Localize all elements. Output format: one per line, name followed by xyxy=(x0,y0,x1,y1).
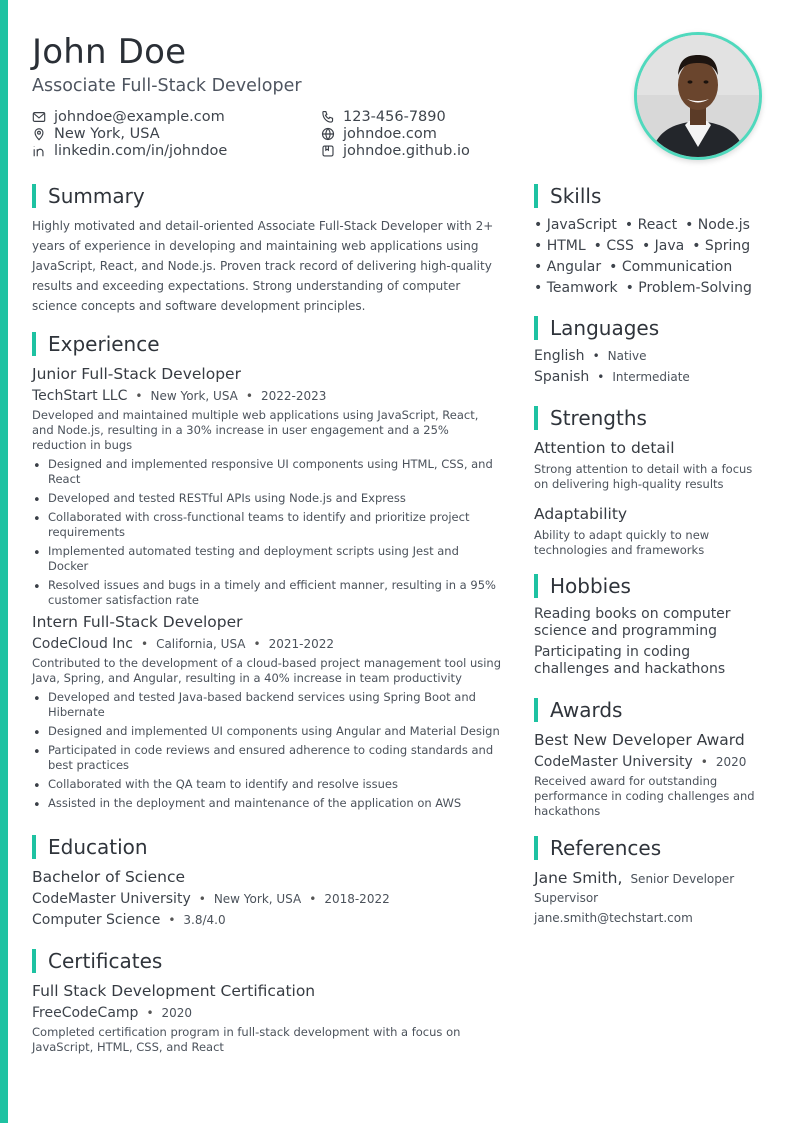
skill-item: • Node.js xyxy=(685,217,750,233)
list-item: • Resolved issues and bugs in a timely and efficient manner, resulting in a 95% customer satisfaction rate xyxy=(32,578,502,608)
list-item: • Collaborated with cross-functional teams to identify and prioritize project requirements xyxy=(32,510,502,540)
hobby-item: Participating in coding challenges and hackathons xyxy=(534,644,726,677)
job-description: Developed and maintained multiple web applications using JavaScript, React, and Node.js, resulting in a 30% increase in user engagement and a 25% reduction in bugs xyxy=(32,408,479,452)
contact-column-left xyxy=(32,108,227,159)
contact-github-text: johndoe.github.io xyxy=(343,142,470,159)
section-title: References xyxy=(550,836,662,860)
list-item: • Developed and tested Java-based backend services using Spring Boot and Hibernate xyxy=(32,690,502,720)
degree: Bachelor of Science xyxy=(32,868,186,886)
accent-bar xyxy=(0,0,8,1123)
contact-website-text: johndoe.com xyxy=(343,125,437,142)
job-bullets xyxy=(32,457,502,608)
section-header-education xyxy=(32,835,148,859)
github-icon xyxy=(321,144,335,158)
education-dates: 2018-2022 xyxy=(324,892,390,906)
contact-phone[interactable] xyxy=(321,108,470,125)
languages-list xyxy=(534,346,690,388)
section-title: Strengths xyxy=(550,406,647,430)
award-issuer: CodeMaster University xyxy=(534,754,693,770)
candidate-name: John Doe xyxy=(32,32,187,72)
language-level: Intermediate xyxy=(612,370,690,384)
skill-item: • React xyxy=(624,217,678,233)
education-entry xyxy=(32,867,502,929)
skill-item: • Spring xyxy=(692,238,751,254)
section-title: Languages xyxy=(550,316,660,340)
profile-photo-image xyxy=(637,35,759,157)
education-field-row xyxy=(32,911,502,929)
language-row xyxy=(534,367,690,388)
strength-name: Attention to detail xyxy=(534,439,675,457)
certificate-description: Completed certification program in full-stack development with a focus on JavaScript, HTML, CSS, and React xyxy=(32,1025,461,1054)
field-of-study: Computer Science xyxy=(32,912,161,928)
section-title: Skills xyxy=(550,184,602,208)
separator-dot: • xyxy=(592,349,600,363)
gpa: 3.8/4.0 xyxy=(183,913,226,927)
mail-icon xyxy=(32,110,46,124)
language-level: Native xyxy=(607,349,647,363)
separator-dot: • xyxy=(597,370,605,384)
reference-position: Senior Developer xyxy=(630,872,735,886)
language-name: English xyxy=(534,348,585,364)
hobby-item: Reading books on computer science and programming xyxy=(534,606,731,639)
skill-item: • Angular xyxy=(534,259,602,275)
strength-entry xyxy=(534,438,762,492)
job-entry xyxy=(32,612,502,815)
section-header-summary xyxy=(32,184,145,208)
job-dates: 2021-2022 xyxy=(268,637,335,651)
section-header-languages xyxy=(534,316,659,340)
section-title: Certificates xyxy=(48,949,163,973)
list-item: • Implemented automated testing and deployment scripts using Jest and Docker xyxy=(32,544,502,574)
skills-list xyxy=(534,217,764,296)
section-header-skills xyxy=(534,184,601,208)
education-meta xyxy=(32,890,502,908)
list-item: • Collaborated with the QA team to identify and resolve issues xyxy=(32,777,502,792)
contact-location xyxy=(32,125,227,142)
skill-item: • Communication xyxy=(609,259,733,275)
contact-phone-text: 123-456-7890 xyxy=(343,108,446,125)
skill-item: • Problem-Solving xyxy=(625,280,752,296)
job-meta xyxy=(32,635,502,653)
contact-github[interactable] xyxy=(321,142,470,159)
section-title: Awards xyxy=(550,698,623,722)
list-item: • Designed and implemented responsive UI components using HTML, CSS, and React xyxy=(32,457,502,487)
section-title: Hobbies xyxy=(550,574,631,598)
summary-text: Highly motivated and detail-oriented Associate Full-Stack Developer with 2+ years of experience in developing and maintaining web applications using JavaScript, React, and Node.js. Proven track record of delivering high-quality results and exceeding expectations. Strong understanding of computer science concepts and software development principles. xyxy=(32,219,494,313)
section-title: Experience xyxy=(48,332,160,356)
contact-email-text: johndoe@example.com xyxy=(54,108,225,125)
reference-name: Jane Smith, xyxy=(534,869,623,887)
separator-dot: • xyxy=(168,913,176,927)
contact-linkedin-text: linkedin.com/in/johndoe xyxy=(54,142,228,159)
section-title: Summary xyxy=(48,184,145,208)
contact-email[interactable] xyxy=(32,108,227,125)
certificate-issuer: FreeCodeCamp xyxy=(32,1005,139,1021)
strength-entry xyxy=(534,504,762,558)
skill-item: • Teamwork xyxy=(534,280,618,296)
phone-icon xyxy=(321,110,335,124)
separator-dot: • xyxy=(700,755,708,769)
certificate-year: 2020 xyxy=(161,1006,193,1020)
job-company: TechStart LLC xyxy=(32,388,128,404)
job-location: New York, USA xyxy=(150,389,238,403)
linkedin-icon xyxy=(32,144,46,158)
section-title: Education xyxy=(48,835,148,859)
list-item: • Assisted in the deployment and maintenance of the application on AWS xyxy=(32,796,502,811)
award-entry xyxy=(534,730,762,819)
language-row xyxy=(534,346,690,367)
separator-dot: • xyxy=(245,389,253,403)
skill-item: • JavaScript xyxy=(534,217,617,233)
candidate-role: Associate Full-Stack Developer xyxy=(32,76,302,96)
reference-email[interactable]: jane.smith@techstart.com xyxy=(534,911,693,925)
list-item: • Designed and implemented UI components using Angular and Material Design xyxy=(32,724,502,739)
contact-website[interactable] xyxy=(321,125,470,142)
contact-linkedin[interactable] xyxy=(32,142,227,159)
language-name: Spanish xyxy=(534,369,590,385)
contact-location-text: New York, USA xyxy=(54,125,160,142)
job-entry xyxy=(32,364,502,612)
skill-item: • Java xyxy=(641,238,685,254)
section-header-experience xyxy=(32,332,160,356)
award-meta xyxy=(534,753,762,771)
strength-text: Ability to adapt quickly to new technologies and frameworks xyxy=(534,528,710,557)
section-header-hobbies xyxy=(534,574,631,598)
award-year: 2020 xyxy=(715,755,747,769)
separator-dot: • xyxy=(198,892,206,906)
section-header-strengths xyxy=(534,406,647,430)
reference-name-row xyxy=(534,868,762,888)
job-dates: 2022-2023 xyxy=(260,389,327,403)
list-item: • Participated in code reviews and ensured adherence to coding standards and best practices xyxy=(32,743,502,773)
strength-name: Adaptability xyxy=(534,505,628,523)
contact-column-right xyxy=(321,108,470,159)
list-item: • Developed and tested RESTful APIs using Node.js and Express xyxy=(32,491,502,506)
certificate-meta xyxy=(32,1004,502,1022)
section-header-references xyxy=(534,836,661,860)
job-bullets xyxy=(32,690,502,811)
skill-item: • CSS xyxy=(593,238,634,254)
job-title: Intern Full-Stack Developer xyxy=(32,613,243,631)
section-header-awards xyxy=(534,698,622,722)
strength-text: Strong attention to detail with a focus on delivering high-quality results xyxy=(534,462,753,491)
job-location: California, USA xyxy=(156,637,246,651)
reference-position-2: Supervisor xyxy=(534,891,599,905)
job-meta xyxy=(32,387,502,405)
job-company: CodeCloud Inc xyxy=(32,636,133,652)
skill-item: • HTML xyxy=(534,238,586,254)
job-title: Junior Full-Stack Developer xyxy=(32,365,241,383)
job-description: Contributed to the development of a cloud-based project management tool using Java, Spring, and Angular, resulting in a 40% increase in team productivity xyxy=(32,656,502,685)
reference-entry xyxy=(534,868,762,926)
separator-dot: • xyxy=(140,637,149,651)
globe-icon xyxy=(321,127,335,141)
hobbies-list xyxy=(534,606,764,678)
separator-dot: • xyxy=(253,637,261,651)
separator-dot: • xyxy=(146,1006,154,1020)
award-name: Best New Developer Award xyxy=(534,731,745,749)
certificate-entry xyxy=(32,981,502,1055)
separator-dot: • xyxy=(135,389,143,403)
profile-photo xyxy=(634,32,762,160)
location-pin-icon xyxy=(32,127,46,141)
award-text: Received award for outstanding performance in coding challenges and hackathons xyxy=(534,774,755,818)
school-location: New York, USA xyxy=(213,892,302,906)
certificate-name: Full Stack Development Certification xyxy=(32,982,316,1000)
separator-dot: • xyxy=(309,892,317,906)
section-header-certificates xyxy=(32,949,162,973)
school-name: CodeMaster University xyxy=(32,891,191,907)
